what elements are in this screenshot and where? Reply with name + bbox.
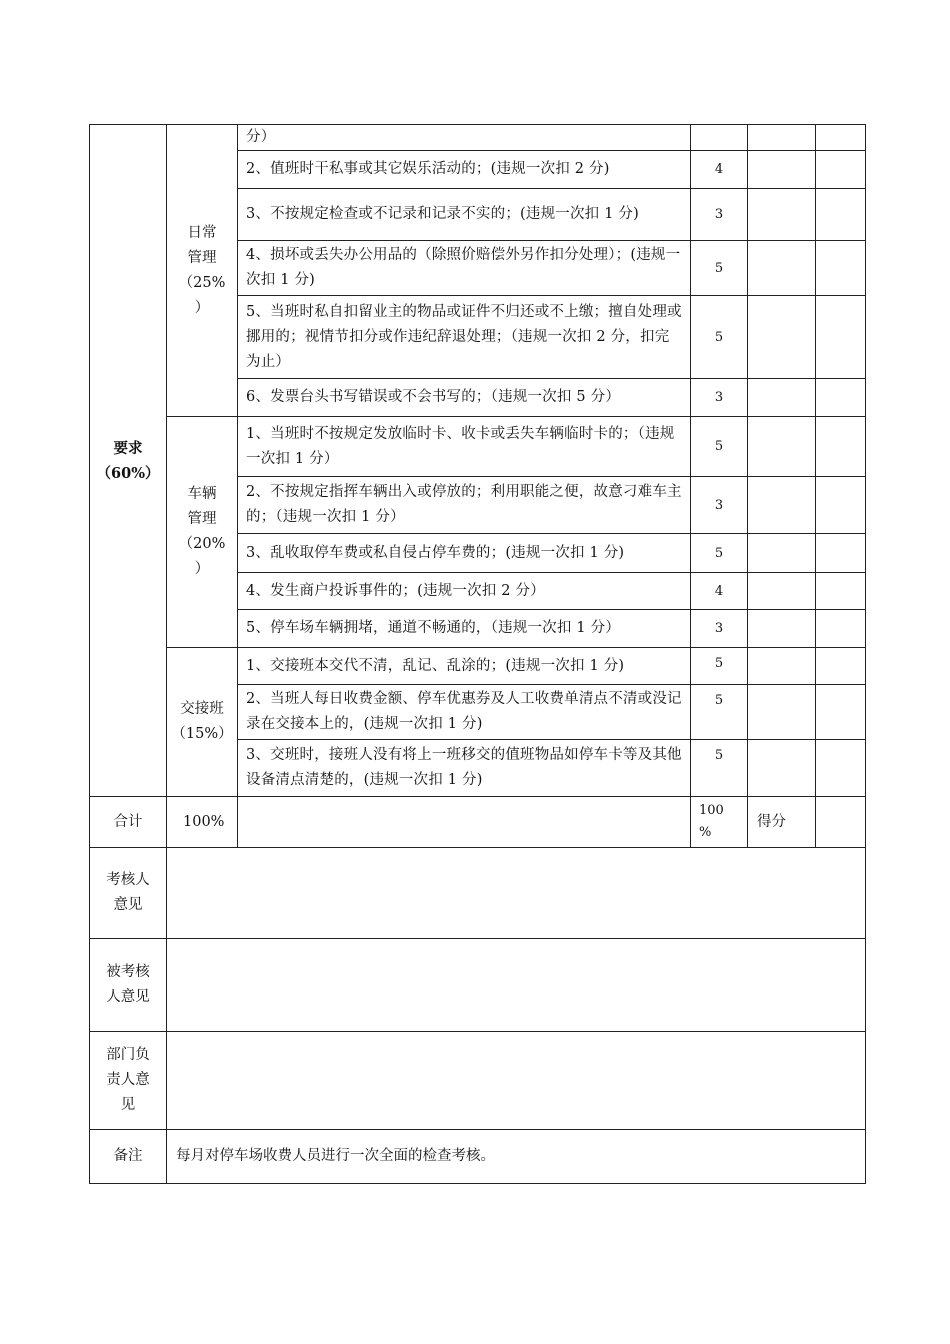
item-points: 5	[691, 534, 748, 573]
table-row	[90, 648, 866, 685]
category-percent: （60%）	[96, 464, 160, 482]
extra-cell	[816, 151, 866, 189]
table-row	[90, 125, 866, 151]
item-text: 1、交接班本交代不清，乱记、乱涂的；(违规一次扣 1 分)	[238, 648, 691, 685]
score-cell	[748, 151, 816, 189]
item-text: 2、值班时干私事或其它娱乐活动的；(违规一次扣 2 分)	[238, 151, 691, 189]
item-text: 3、不按规定检查或不记录和记录不实的；(违规一次扣 1 分)	[238, 189, 691, 241]
score-cell	[748, 189, 816, 241]
extra-cell	[816, 379, 866, 417]
extra-cell	[816, 189, 866, 241]
total-percent: 100%	[167, 797, 238, 848]
score-cell	[748, 125, 816, 151]
item-text: 3、乱收取停车费或私自侵占停车费的；(违规一次扣 1 分)	[238, 534, 691, 573]
item-points: 5	[691, 417, 748, 477]
group-name-handover: 交接班 （15%）	[167, 648, 238, 797]
item-text: 分）	[238, 125, 691, 151]
item-points: 5	[691, 648, 748, 685]
item-points: 5	[691, 740, 748, 797]
extra-cell	[816, 740, 866, 797]
extra-cell	[816, 477, 866, 534]
dept-opinion-field[interactable]	[167, 1032, 866, 1130]
item-points	[691, 125, 748, 151]
assessor-opinion-label: 考核人 意见	[90, 848, 167, 939]
remarks-label: 备注	[90, 1130, 167, 1184]
item-text: 5、停车场车辆拥堵，通道不畅通的，（违规一次扣 1 分）	[238, 610, 691, 648]
assessee-opinion-label: 被考核 人意见	[90, 939, 167, 1032]
dept-opinion-label: 部门负 责人意 见	[90, 1032, 167, 1130]
assessor-opinion-row	[90, 848, 866, 939]
item-points: 4	[691, 151, 748, 189]
score-cell	[748, 477, 816, 534]
item-text: 3、交班时，接班人没有将上一班移交的值班物品如停车卡等及其他设备清点清楚的，(违规一次扣 1 分)	[238, 740, 691, 797]
item-text: 6、发票台头书写错误或不会书写的；（违规一次扣 5 分）	[238, 379, 691, 417]
remarks-row	[90, 1130, 866, 1184]
item-points: 5	[691, 685, 748, 740]
extra-cell	[816, 241, 866, 296]
score-cell	[748, 685, 816, 740]
extra-cell	[816, 610, 866, 648]
extra-cell	[816, 573, 866, 610]
score-cell	[748, 740, 816, 797]
item-points: 3	[691, 189, 748, 241]
table-row	[90, 417, 866, 477]
item-points: 3	[691, 477, 748, 534]
score-cell	[748, 241, 816, 296]
remarks-text: 每月对停车场收费人员进行一次全面的检查考核。	[167, 1130, 866, 1184]
score-label: 得分	[748, 797, 816, 848]
extra-cell	[816, 648, 866, 685]
extra-cell	[816, 296, 866, 379]
assessor-opinion-field[interactable]	[167, 848, 866, 939]
item-text: 2、不按规定指挥车辆出入或停放的；利用职能之便，故意刁难车主的；（违规一次扣 1 分）	[238, 477, 691, 534]
score-cell	[748, 296, 816, 379]
total-label: 合计	[90, 797, 167, 848]
extra-cell	[816, 534, 866, 573]
group-name-vehicle: 车辆 管理 （20% ）	[167, 417, 238, 648]
score-value-cell	[816, 797, 866, 848]
total-row	[90, 797, 866, 848]
extra-cell	[816, 417, 866, 477]
total-blank-cell	[238, 797, 691, 848]
item-text: 4、损坏或丢失办公用品的（除照价赔偿外另作扣分处理）；(违规一次扣 1 分)	[238, 241, 691, 296]
total-points: 100 %	[691, 797, 748, 848]
item-points: 3	[691, 379, 748, 417]
item-text: 2、当班人每日收费金额、停车优惠券及人工收费单清点不清或没记录在交接本上的，(违规一次扣 1 分)	[238, 685, 691, 740]
assessee-opinion-field[interactable]	[167, 939, 866, 1032]
item-text: 4、发生商户投诉事件的；(违规一次扣 2 分）	[238, 573, 691, 610]
category-cell	[90, 125, 167, 797]
group-name-daily: 日常 管理 （25% ）	[167, 125, 238, 417]
item-text: 5、当班时私自扣留业主的物品或证件不归还或不上缴；擅自处理或挪用的；视情节扣分或作违纪辞退处理；（违规一次扣 2 分，扣完为止）	[238, 296, 691, 379]
extra-cell	[816, 125, 866, 151]
item-points: 5	[691, 296, 748, 379]
extra-cell	[816, 685, 866, 740]
item-points: 3	[691, 610, 748, 648]
score-cell	[748, 573, 816, 610]
score-cell	[748, 417, 816, 477]
score-cell	[748, 534, 816, 573]
dept-opinion-row	[90, 1032, 866, 1130]
item-points: 5	[691, 241, 748, 296]
category-label: 要求	[113, 439, 143, 457]
score-cell	[748, 610, 816, 648]
evaluation-table	[89, 124, 866, 1184]
assessee-opinion-row	[90, 939, 866, 1032]
item-text: 1、当班时不按规定发放临时卡、收卡或丢失车辆临时卡的；（违规一次扣 1 分）	[238, 417, 691, 477]
score-cell	[748, 379, 816, 417]
score-cell	[748, 648, 816, 685]
item-points: 4	[691, 573, 748, 610]
